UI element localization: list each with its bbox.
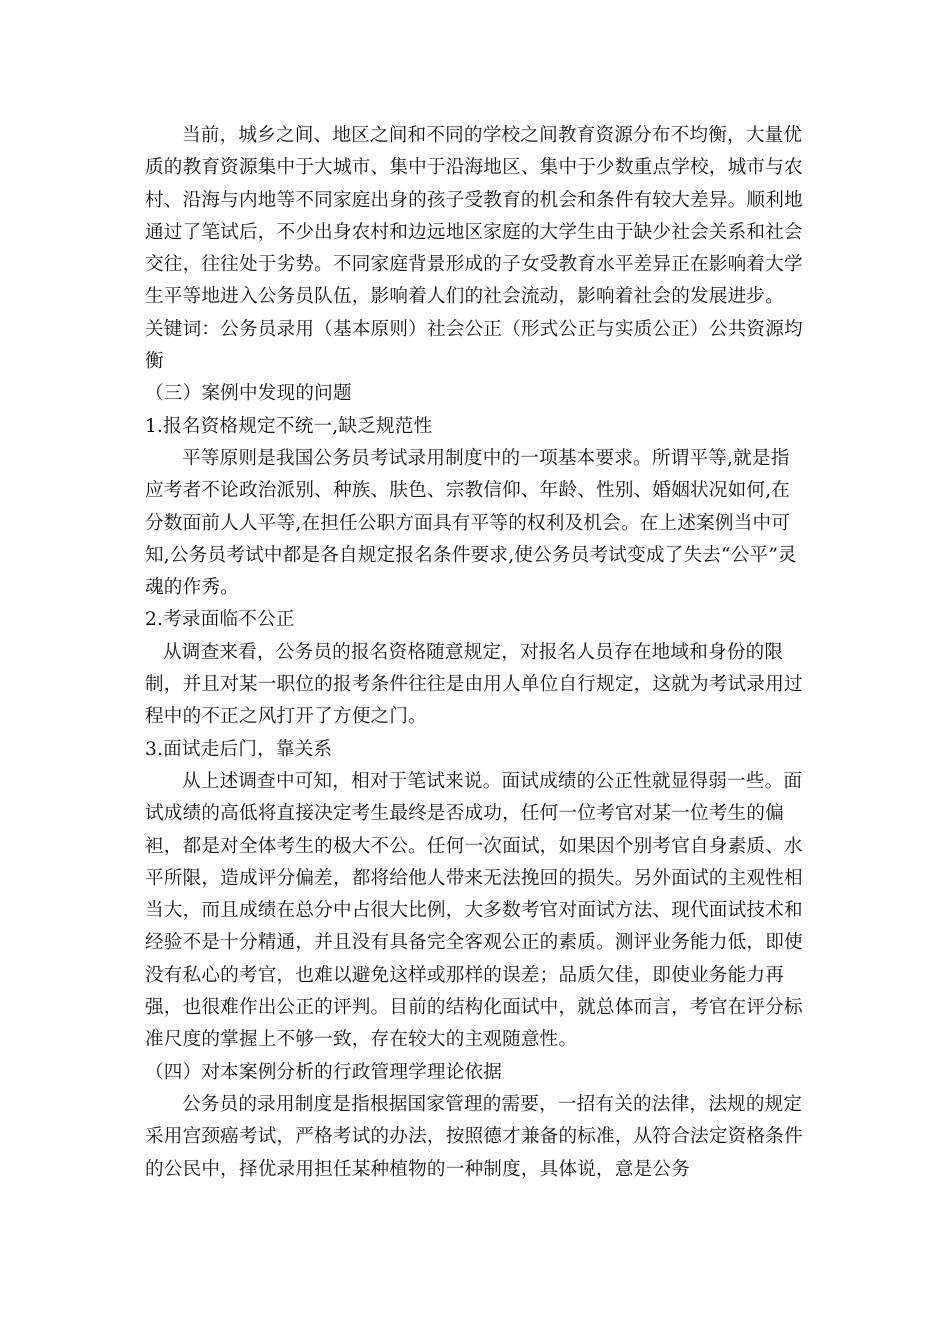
item-2-title: 2.考录面临不公正 <box>145 609 295 631</box>
intro-paragraph: 当前，城乡之间、地区之间和不同的学校之间教育资源分布不均衡，大量优质的教育资源集中于大城市、集中于沿海地区、集中于少数重点学校，城市与农村、沿海与内地等不同家庭出身的孩子受教育的机会和条件有较大差异。顺利地通过了笔试后，不少出身农村和边远地区家庭的大学生由于缺少社会关系和社会交往，往往处于劣势。不同家庭背景形成的子女受教育水平差异正在影响着大学生平等地进入公务员队伍，影响着人们的社会流动，影响着社会的发展进步。 <box>145 125 803 308</box>
item-3-title: 3.面试走后门，靠关系 <box>145 738 333 760</box>
item-1-body: 平等原则是我国公务员考试录用制度中的一项基本要求。所谓平等,就是指应考者不论政治派别、种族、肤色、宗教信仰、年龄、性别、婚姻状况如何,在分数面前人人平等,在担任公职方面具有平等的权利及机会。在上述案例当中可知,公务员考试中都是各自规定报名条件要求,使公务员考试变成了失去“公平”灵魂的作秀。 <box>145 447 797 599</box>
keywords-line: 关键词：公务员录用（基本原则）社会公正（形式公正与实质公正）公共资源均衡 <box>145 318 803 373</box>
document-page <box>145 120 805 1186</box>
section-4-heading: （四）对本案例分析的行政管理学理论依据 <box>145 1061 503 1083</box>
item-2-body: 从调查来看，公务员的报名资格随意规定，对报名人员存在地域和身份的限制，并且对某一职位的报考条件往往是由用人单位自行规定，这就为考试录用过程中的不正之风打开了方便之门。 <box>145 641 803 728</box>
item-1-title: 1.报名资格规定不统一,缺乏规范性 <box>145 415 433 437</box>
section-4-body: 公务员的录用制度是指根据国家管理的需要，一招有关的法律，法规的规定采用宫颈癌考试，严格考试的办法，按照德才兼备的标准，从符合法定资格条件的公民中，择优录用担任某种植物的一种制度，具体说，意是公务 <box>145 1093 803 1180</box>
item-3-body: 从上述调查中可知，相对于笔试来说。面试成绩的公正性就显得弱一些。面试成绩的高低将直接决定考生最终是否成功，任何一位考官对某一位考生的偏袒，都是对全体考生的极大不公。任何一次面试，如果因个别考官自身素质、水平所限，造成评分偏差，都将给他人带来无法挽回的损失。另外面试的主观性相当大，而且成绩在总分中占很大比例，大多数考官对面试方法、现代面试技术和经验不是十分精通，并且没有具备完全客观公正的素质。测评业务能力低，即使没有私心的考官，也难以避免这样或那样的误差；品质欠佳，即使业务能力再强，也很难作出公正的评判。目前的结构化面试中，就总体而言，考官在评分标准尺度的掌握上不够一致，存在较大的主观随意性。 <box>145 770 803 1051</box>
section-3-heading: （三）案例中发现的问题 <box>145 383 352 405</box>
